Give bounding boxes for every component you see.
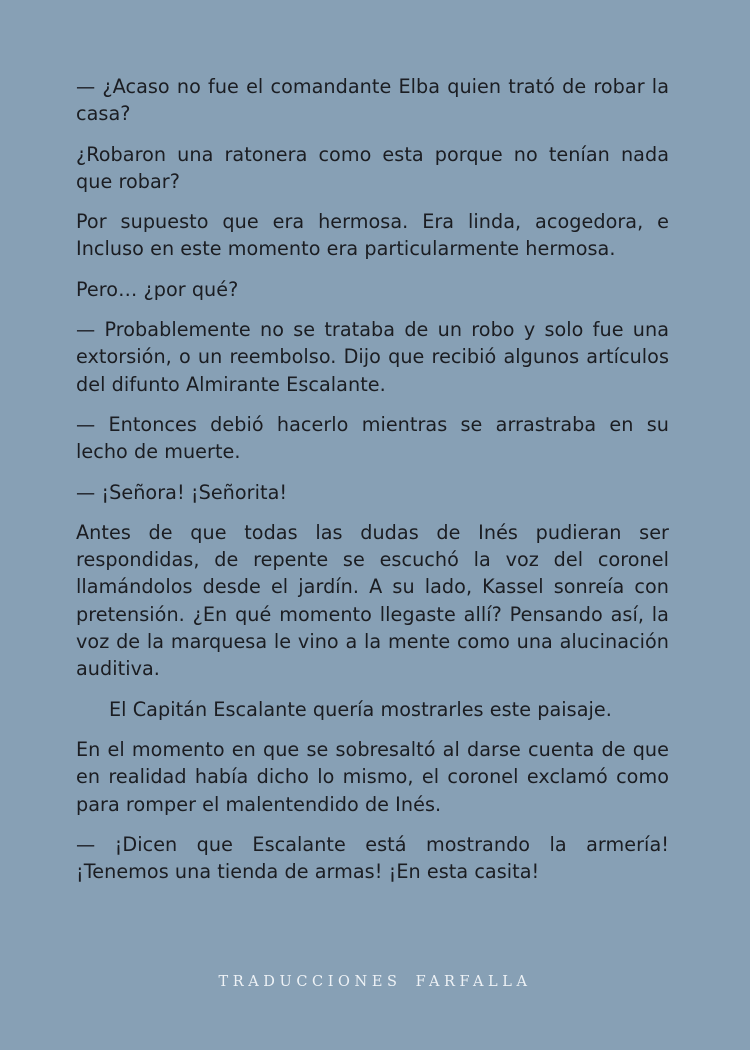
footer-word-2: FARFALLA <box>415 974 532 990</box>
footer-credit <box>0 974 750 990</box>
paragraph-1: — ¿Acaso no fue el comandante Elba quien trató de robar la casa? <box>76 75 669 126</box>
paragraph-3: Por supuesto que era hermosa. Era linda, acogedora, e Incluso en este momento era particularmente hermosa. <box>76 210 669 261</box>
paragraph-4: Pero… ¿por qué? <box>76 277 239 301</box>
paragraph-6: — Entonces debió hacerlo mientras se arrastraba en su lecho de muerte. <box>76 412 669 464</box>
paragraph-10: En el momento en que se sobresaltó al darse cuenta de que en realidad había dicho lo mismo, el coronel exclamó como para romper el malentendido de Inés. <box>76 737 669 816</box>
paragraph-7: — ¡Señora! ¡Señorita! <box>76 480 288 504</box>
page-body <box>76 73 669 898</box>
paragraph-5: — Probablemente no se trataba de un robo y solo fue una extorsión, o un reembolso. Dijo que recibió algunos artículos del difunto Almirante Escalante. <box>76 318 669 396</box>
paragraph-9: El Capitán Escalante quería mostrarles este paisaje. <box>109 697 612 721</box>
paragraph-2: ¿Robaron una ratonera como esta porque no tenían nada que robar? <box>76 142 669 193</box>
footer-word-1: TRADUCCIONES <box>218 974 402 990</box>
paragraph-11: — ¡Dicen que Escalante está mostrando la armería! ¡Tenemos una tienda de armas! ¡En esta casita! <box>76 832 669 884</box>
paragraph-8: Antes de que todas las dudas de Inés pudieran ser respondidas, de repente se escuchó la voz del coronel llamándolos desde el jardín. A su lado, Kassel sonreía con pretensión. ¿En qué momento llegaste allí? Pensando así, la voz de la marquesa le vino a la mente como una alucinación auditiva. <box>76 520 669 681</box>
